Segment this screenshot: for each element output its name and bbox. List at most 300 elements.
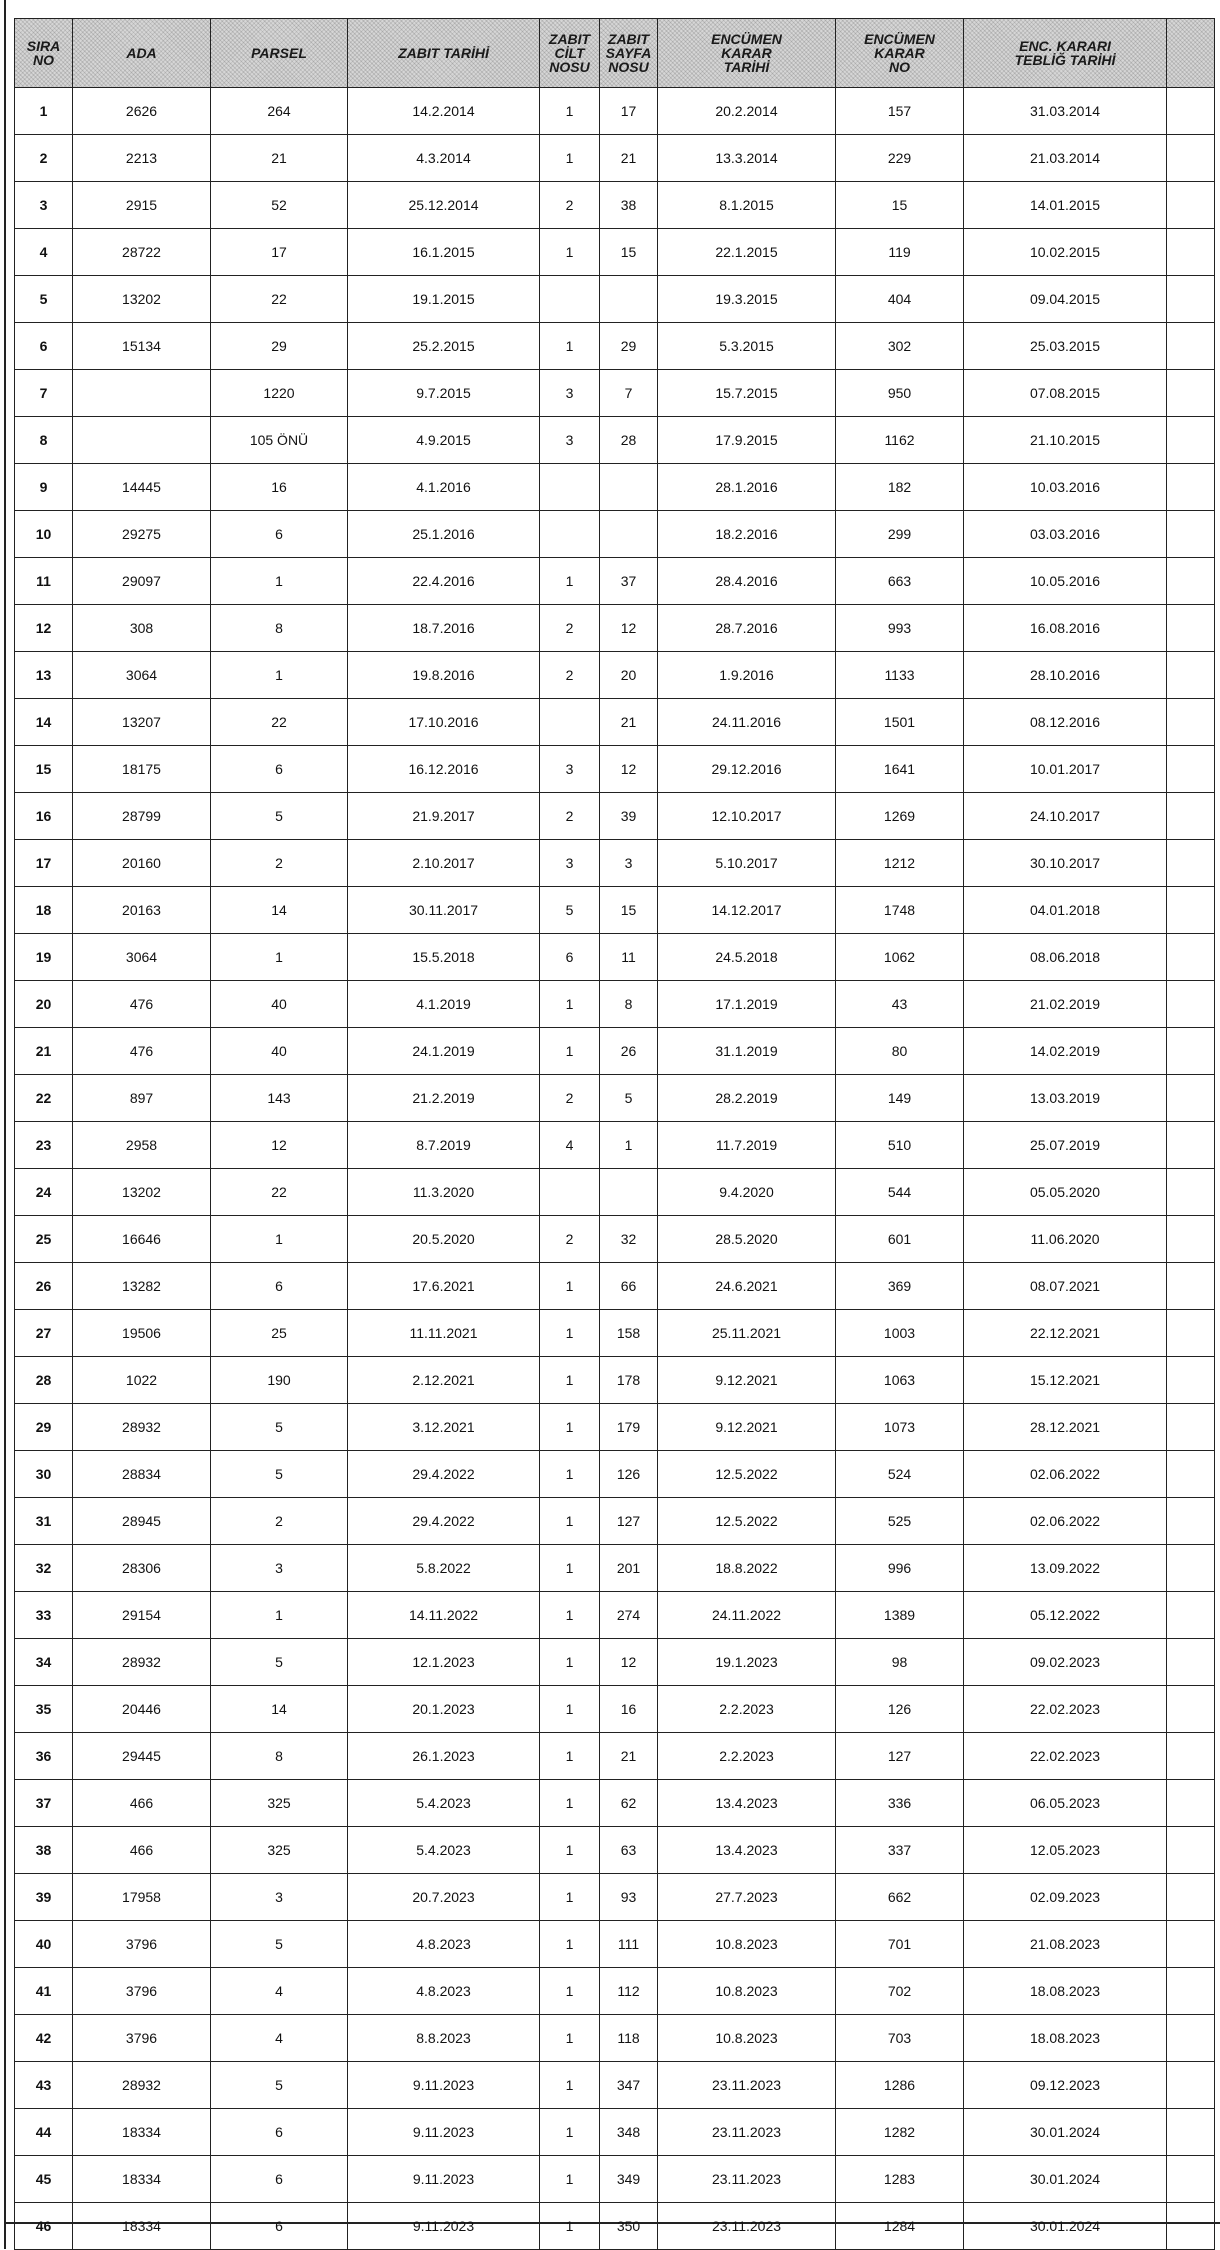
cell-parsel: 6 [211,2109,348,2156]
cell-teblig-tarihi: 21.10.2015 [964,417,1167,464]
cell-teblig-tarihi: 18.08.2023 [964,1968,1167,2015]
cell-zabit-sayfa-nosu: 32 [600,1216,658,1263]
cell-ada: 28945 [73,1498,211,1545]
cell-encumen-karar-tarihi: 24.11.2022 [658,1592,836,1639]
cell-encumen-karar-tarihi: 24.6.2021 [658,1263,836,1310]
cell-zabit-tarihi: 20.7.2023 [348,1874,540,1921]
cell-cut-off-column [1167,370,1215,417]
cell-encumen-karar-no: 157 [836,88,964,135]
cell-zabit-tarihi: 25.1.2016 [348,511,540,558]
cell-zabit-sayfa-nosu: 111 [600,1921,658,1968]
cell-cut-off-column [1167,511,1215,558]
cell-encumen-karar-no: 1286 [836,2062,964,2109]
cell-parsel: 2 [211,1498,348,1545]
cell-encumen-karar-tarihi: 2.2.2023 [658,1686,836,1733]
cell-cut-off-column [1167,276,1215,323]
cell-zabit-sayfa-nosu: 274 [600,1592,658,1639]
cell-zabit-cilt-nosu: 1 [540,229,600,276]
cell-sira-no: 31 [15,1498,73,1545]
table-row [15,417,1215,464]
cell-zabit-sayfa-nosu: 28 [600,417,658,464]
cell-encumen-karar-no: 1283 [836,2156,964,2203]
cell-sira-no: 5 [15,276,73,323]
cell-ada: 18334 [73,2156,211,2203]
cell-ada: 2213 [73,135,211,182]
cell-encumen-karar-no: 302 [836,323,964,370]
cell-encumen-karar-tarihi: 28.7.2016 [658,605,836,652]
cell-encumen-karar-no: 1501 [836,699,964,746]
cell-zabit-tarihi: 5.4.2023 [348,1827,540,1874]
cell-cut-off-column [1167,1263,1215,1310]
cell-zabit-sayfa-nosu: 348 [600,2109,658,2156]
cell-cut-off-column [1167,135,1215,182]
cell-zabit-sayfa-nosu: 7 [600,370,658,417]
cell-zabit-cilt-nosu: 1 [540,1968,600,2015]
cell-encumen-karar-tarihi: 23.11.2023 [658,2109,836,2156]
cell-zabit-cilt-nosu: 1 [540,1498,600,1545]
cell-ada: 29445 [73,1733,211,1780]
cell-ada: 28722 [73,229,211,276]
cell-sira-no: 22 [15,1075,73,1122]
cell-zabit-tarihi: 17.6.2021 [348,1263,540,1310]
cell-encumen-karar-tarihi: 24.5.2018 [658,934,836,981]
cell-cut-off-column [1167,934,1215,981]
cell-ada: 28932 [73,2062,211,2109]
cell-encumen-karar-no: 993 [836,605,964,652]
cell-teblig-tarihi: 05.05.2020 [964,1169,1167,1216]
cell-teblig-tarihi: 03.03.2016 [964,511,1167,558]
table-row [15,1498,1215,1545]
cell-sira-no: 19 [15,934,73,981]
cell-teblig-tarihi: 10.01.2017 [964,746,1167,793]
cell-zabit-cilt-nosu: 2 [540,605,600,652]
table-row [15,934,1215,981]
cell-zabit-cilt-nosu: 2 [540,1075,600,1122]
cell-encumen-karar-tarihi: 22.1.2015 [658,229,836,276]
cell-teblig-tarihi: 08.07.2021 [964,1263,1167,1310]
cell-encumen-karar-tarihi: 10.8.2023 [658,1968,836,2015]
cell-zabit-cilt-nosu [540,1169,600,1216]
cell-encumen-karar-tarihi: 23.11.2023 [658,2203,836,2250]
cell-encumen-karar-tarihi: 12.5.2022 [658,1451,836,1498]
cell-parsel: 12 [211,1122,348,1169]
cell-parsel: 3 [211,1545,348,1592]
cell-ada: 29097 [73,558,211,605]
table-row [15,511,1215,558]
cell-teblig-tarihi: 30.10.2017 [964,840,1167,887]
table-row [15,1404,1215,1451]
cell-teblig-tarihi: 10.03.2016 [964,464,1167,511]
cell-zabit-tarihi: 2.12.2021 [348,1357,540,1404]
cell-cut-off-column [1167,840,1215,887]
cell-encumen-karar-no: 1162 [836,417,964,464]
cell-cut-off-column [1167,746,1215,793]
cell-zabit-tarihi: 9.7.2015 [348,370,540,417]
cell-parsel: 6 [211,2156,348,2203]
cell-zabit-cilt-nosu: 1 [540,1028,600,1075]
cell-zabit-sayfa-nosu: 126 [600,1451,658,1498]
table-row [15,1263,1215,1310]
cell-encumen-karar-no: 1284 [836,2203,964,2250]
cell-sira-no: 40 [15,1921,73,1968]
table-row [15,1968,1215,2015]
cell-ada: 1022 [73,1357,211,1404]
cell-zabit-sayfa-nosu: 347 [600,2062,658,2109]
cell-cut-off-column [1167,2203,1215,2250]
table-row [15,1169,1215,1216]
table-row [15,229,1215,276]
cell-zabit-cilt-nosu: 5 [540,887,600,934]
cell-ada: 466 [73,1780,211,1827]
table-row [15,1310,1215,1357]
cell-cut-off-column [1167,1404,1215,1451]
cell-sira-no: 16 [15,793,73,840]
cell-zabit-tarihi: 11.11.2021 [348,1310,540,1357]
cell-zabit-cilt-nosu: 1 [540,1404,600,1451]
cell-zabit-tarihi: 9.11.2023 [348,2203,540,2250]
cell-zabit-tarihi: 5.8.2022 [348,1545,540,1592]
cell-encumen-karar-tarihi: 13.3.2014 [658,135,836,182]
cell-zabit-cilt-nosu: 1 [540,1827,600,1874]
cell-zabit-sayfa-nosu: 93 [600,1874,658,1921]
cell-teblig-tarihi: 24.10.2017 [964,793,1167,840]
cell-cut-off-column [1167,793,1215,840]
cell-encumen-karar-tarihi: 27.7.2023 [658,1874,836,1921]
cell-encumen-karar-tarihi: 19.1.2023 [658,1639,836,1686]
cell-teblig-tarihi: 09.04.2015 [964,276,1167,323]
cell-cut-off-column [1167,464,1215,511]
cell-zabit-cilt-nosu: 2 [540,652,600,699]
table-row [15,370,1215,417]
table-row [15,1780,1215,1827]
cell-cut-off-column [1167,1780,1215,1827]
cell-ada: 29154 [73,1592,211,1639]
cell-encumen-karar-no: 1133 [836,652,964,699]
cell-sira-no: 34 [15,1639,73,1686]
cell-zabit-tarihi: 3.12.2021 [348,1404,540,1451]
cell-zabit-cilt-nosu: 1 [540,1263,600,1310]
cell-cut-off-column [1167,1545,1215,1592]
cell-sira-no: 36 [15,1733,73,1780]
cell-zabit-sayfa-nosu [600,276,658,323]
cell-zabit-sayfa-nosu: 12 [600,605,658,652]
cell-zabit-sayfa-nosu: 15 [600,887,658,934]
cell-zabit-tarihi: 16.12.2016 [348,746,540,793]
cell-zabit-sayfa-nosu: 29 [600,323,658,370]
cell-teblig-tarihi: 09.02.2023 [964,1639,1167,1686]
cell-sira-no: 26 [15,1263,73,1310]
cell-zabit-sayfa-nosu: 127 [600,1498,658,1545]
cell-encumen-karar-no: 544 [836,1169,964,1216]
cell-encumen-karar-no: 299 [836,511,964,558]
cell-zabit-cilt-nosu: 1 [540,1921,600,1968]
cell-zabit-tarihi: 17.10.2016 [348,699,540,746]
cell-sira-no: 2 [15,135,73,182]
cell-sira-no: 7 [15,370,73,417]
cell-zabit-tarihi: 29.4.2022 [348,1498,540,1545]
cell-parsel: 17 [211,229,348,276]
cell-parsel: 25 [211,1310,348,1357]
cell-teblig-tarihi: 02.06.2022 [964,1498,1167,1545]
cell-teblig-tarihi: 28.12.2021 [964,1404,1167,1451]
table-body [15,88,1215,2250]
cell-encumen-karar-no: 996 [836,1545,964,1592]
cell-teblig-tarihi: 12.05.2023 [964,1827,1167,1874]
cell-encumen-karar-no: 950 [836,370,964,417]
cell-parsel: 21 [211,135,348,182]
cell-zabit-tarihi: 9.11.2023 [348,2156,540,2203]
cell-parsel: 5 [211,1451,348,1498]
table-row [15,323,1215,370]
cell-zabit-tarihi: 12.1.2023 [348,1639,540,1686]
cell-ada: 15134 [73,323,211,370]
cell-encumen-karar-tarihi: 17.9.2015 [658,417,836,464]
table-row [15,2203,1215,2250]
cell-parsel: 5 [211,793,348,840]
cell-cut-off-column [1167,1357,1215,1404]
cell-parsel: 14 [211,887,348,934]
cell-zabit-tarihi: 20.1.2023 [348,1686,540,1733]
table-row [15,840,1215,887]
table-header-row [15,19,1215,88]
cell-parsel: 105 ÖNÜ [211,417,348,464]
cell-zabit-cilt-nosu: 1 [540,981,600,1028]
cell-cut-off-column [1167,1075,1215,1122]
cell-encumen-karar-tarihi: 15.7.2015 [658,370,836,417]
table-row [15,652,1215,699]
cell-parsel: 22 [211,1169,348,1216]
cell-sira-no: 20 [15,981,73,1028]
cell-zabit-sayfa-nosu: 63 [600,1827,658,1874]
cell-encumen-karar-no: 1003 [836,1310,964,1357]
cell-encumen-karar-tarihi: 20.2.2014 [658,88,836,135]
cell-cut-off-column [1167,1733,1215,1780]
cell-encumen-karar-tarihi: 8.1.2015 [658,182,836,229]
cell-zabit-tarihi: 11.3.2020 [348,1169,540,1216]
cell-encumen-karar-no: 1073 [836,1404,964,1451]
cell-parsel: 1 [211,558,348,605]
cell-zabit-cilt-nosu: 2 [540,793,600,840]
cell-zabit-sayfa-nosu: 20 [600,652,658,699]
cell-zabit-cilt-nosu: 1 [540,2203,600,2250]
cell-cut-off-column [1167,605,1215,652]
cell-teblig-tarihi: 11.06.2020 [964,1216,1167,1263]
table-row [15,1075,1215,1122]
cell-zabit-tarihi: 20.5.2020 [348,1216,540,1263]
cell-zabit-tarihi: 8.7.2019 [348,1122,540,1169]
cell-zabit-sayfa-nosu: 179 [600,1404,658,1451]
cell-zabit-sayfa-nosu [600,511,658,558]
cell-teblig-tarihi: 10.05.2016 [964,558,1167,605]
cell-sira-no: 45 [15,2156,73,2203]
cell-zabit-cilt-nosu [540,699,600,746]
cell-sira-no: 43 [15,2062,73,2109]
cell-teblig-tarihi: 30.01.2024 [964,2203,1167,2250]
cell-sira-no: 27 [15,1310,73,1357]
cell-encumen-karar-tarihi: 5.3.2015 [658,323,836,370]
cell-zabit-tarihi: 14.11.2022 [348,1592,540,1639]
cell-zabit-tarihi: 4.3.2014 [348,135,540,182]
cell-encumen-karar-tarihi: 24.11.2016 [658,699,836,746]
cell-zabit-cilt-nosu: 1 [540,1780,600,1827]
table-row [15,1827,1215,1874]
cell-sira-no: 41 [15,1968,73,2015]
cell-encumen-karar-tarihi: 17.1.2019 [658,981,836,1028]
cell-encumen-karar-no: 1062 [836,934,964,981]
cell-zabit-tarihi: 8.8.2023 [348,2015,540,2062]
cell-ada: 466 [73,1827,211,1874]
cell-zabit-tarihi: 18.7.2016 [348,605,540,652]
cell-parsel: 29 [211,323,348,370]
cell-parsel: 22 [211,699,348,746]
cell-encumen-karar-no: 1282 [836,2109,964,2156]
cell-sira-no: 28 [15,1357,73,1404]
cell-sira-no: 23 [15,1122,73,1169]
cell-teblig-tarihi: 30.01.2024 [964,2109,1167,2156]
cell-encumen-karar-tarihi: 18.2.2016 [658,511,836,558]
cell-ada: 28306 [73,1545,211,1592]
cell-encumen-karar-tarihi: 28.5.2020 [658,1216,836,1263]
cell-ada: 3796 [73,1968,211,2015]
cell-parsel: 2 [211,840,348,887]
cell-zabit-cilt-nosu: 1 [540,1874,600,1921]
table-row [15,1921,1215,1968]
cell-zabit-cilt-nosu [540,276,600,323]
cell-encumen-karar-no: 1212 [836,840,964,887]
cell-ada: 14445 [73,464,211,511]
cell-encumen-karar-no: 98 [836,1639,964,1686]
cell-encumen-karar-no: 601 [836,1216,964,1263]
cell-sira-no: 46 [15,2203,73,2250]
cell-teblig-tarihi: 14.02.2019 [964,1028,1167,1075]
cell-zabit-sayfa-nosu: 5 [600,1075,658,1122]
cell-teblig-tarihi: 10.02.2015 [964,229,1167,276]
cell-zabit-sayfa-nosu: 12 [600,1639,658,1686]
cell-ada: 20163 [73,887,211,934]
table-row [15,746,1215,793]
cell-cut-off-column [1167,88,1215,135]
cell-teblig-tarihi: 31.03.2014 [964,88,1167,135]
cell-encumen-karar-no: 1748 [836,887,964,934]
cell-sira-no: 3 [15,182,73,229]
cell-parsel: 6 [211,1263,348,1310]
cell-zabit-sayfa-nosu: 118 [600,2015,658,2062]
cell-zabit-cilt-nosu: 3 [540,840,600,887]
cell-cut-off-column [1167,417,1215,464]
cell-parsel: 143 [211,1075,348,1122]
cell-zabit-tarihi: 19.8.2016 [348,652,540,699]
cell-encumen-karar-tarihi: 10.8.2023 [658,2015,836,2062]
cell-zabit-sayfa-nosu: 39 [600,793,658,840]
cell-cut-off-column [1167,2015,1215,2062]
cell-zabit-cilt-nosu: 3 [540,746,600,793]
cell-cut-off-column [1167,699,1215,746]
table-row [15,1122,1215,1169]
table-row [15,88,1215,135]
table-row [15,1733,1215,1780]
cell-sira-no: 30 [15,1451,73,1498]
cell-parsel: 3 [211,1874,348,1921]
table-row [15,981,1215,1028]
cell-zabit-tarihi: 21.9.2017 [348,793,540,840]
cell-encumen-karar-tarihi: 28.2.2019 [658,1075,836,1122]
table-row [15,1686,1215,1733]
cell-teblig-tarihi: 21.03.2014 [964,135,1167,182]
cell-teblig-tarihi: 22.02.2023 [964,1733,1167,1780]
cell-ada: 28799 [73,793,211,840]
cell-zabit-sayfa-nosu [600,1169,658,1216]
table-row [15,1639,1215,1686]
table-row [15,1874,1215,1921]
cell-ada: 2626 [73,88,211,135]
cell-zabit-cilt-nosu: 1 [540,1733,600,1780]
cell-parsel: 1 [211,934,348,981]
header-encumen-karar-tarihi: ENCÜMEN KARAR TARİHİ [658,19,836,88]
cell-encumen-karar-no: 119 [836,229,964,276]
cell-encumen-karar-tarihi: 11.7.2019 [658,1122,836,1169]
cell-teblig-tarihi: 13.03.2019 [964,1075,1167,1122]
cell-parsel: 1 [211,1216,348,1263]
cell-sira-no: 13 [15,652,73,699]
cell-sira-no: 25 [15,1216,73,1263]
cell-encumen-karar-no: 43 [836,981,964,1028]
cell-zabit-cilt-nosu: 1 [540,323,600,370]
table-row [15,135,1215,182]
cell-zabit-tarihi: 30.11.2017 [348,887,540,934]
cell-ada: 20446 [73,1686,211,1733]
cell-zabit-sayfa-nosu: 11 [600,934,658,981]
table-row [15,2109,1215,2156]
cell-encumen-karar-tarihi: 13.4.2023 [658,1780,836,1827]
cell-cut-off-column [1167,2109,1215,2156]
cell-teblig-tarihi: 28.10.2016 [964,652,1167,699]
cell-sira-no: 9 [15,464,73,511]
cell-cut-off-column [1167,887,1215,934]
cell-parsel: 6 [211,746,348,793]
cell-zabit-sayfa-nosu: 8 [600,981,658,1028]
cell-teblig-tarihi: 22.02.2023 [964,1686,1167,1733]
cell-parsel: 325 [211,1780,348,1827]
cell-ada: 17958 [73,1874,211,1921]
cell-teblig-tarihi: 22.12.2021 [964,1310,1167,1357]
table-row [15,558,1215,605]
cell-zabit-sayfa-nosu: 21 [600,1733,658,1780]
cell-sira-no: 21 [15,1028,73,1075]
cell-cut-off-column [1167,182,1215,229]
header-cut-off-column [1167,19,1215,88]
cell-zabit-cilt-nosu: 4 [540,1122,600,1169]
cell-zabit-sayfa-nosu: 201 [600,1545,658,1592]
cell-cut-off-column [1167,1827,1215,1874]
cell-encumen-karar-no: 703 [836,2015,964,2062]
cell-zabit-sayfa-nosu: 16 [600,1686,658,1733]
cell-zabit-tarihi: 15.5.2018 [348,934,540,981]
cell-cut-off-column [1167,1122,1215,1169]
cell-cut-off-column [1167,1968,1215,2015]
cell-encumen-karar-no: 524 [836,1451,964,1498]
cell-ada: 897 [73,1075,211,1122]
cell-teblig-tarihi: 05.12.2022 [964,1592,1167,1639]
cell-ada: 3064 [73,934,211,981]
cell-zabit-cilt-nosu [540,511,600,558]
cell-zabit-tarihi: 21.2.2019 [348,1075,540,1122]
cell-cut-off-column [1167,1921,1215,1968]
cell-zabit-tarihi: 9.11.2023 [348,2062,540,2109]
cell-encumen-karar-no: 663 [836,558,964,605]
cell-parsel: 1 [211,652,348,699]
cell-zabit-cilt-nosu: 1 [540,2015,600,2062]
cell-encumen-karar-tarihi: 9.12.2021 [658,1357,836,1404]
